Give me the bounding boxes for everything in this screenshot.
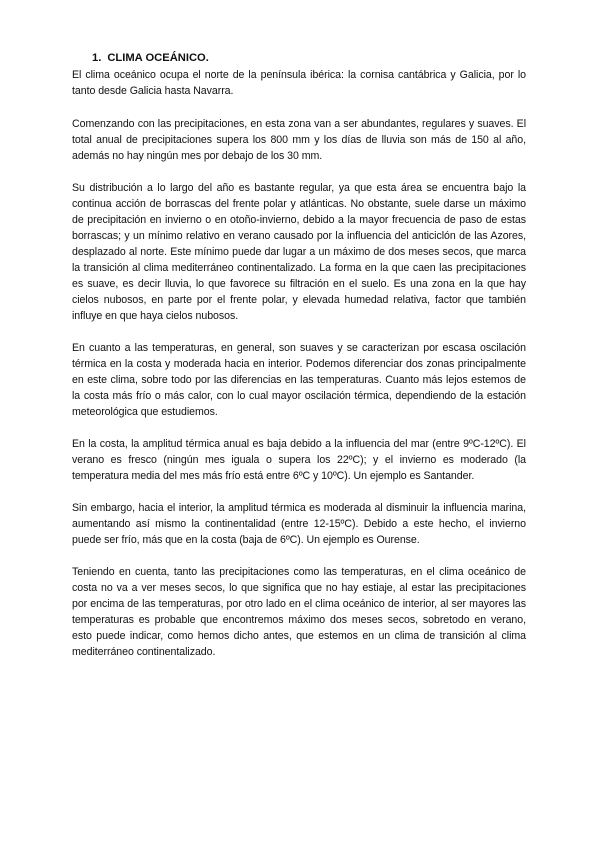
section-title: CLIMA OCEÁNICO. (107, 52, 209, 64)
document-body (72, 50, 526, 676)
paragraph-interior: Sin embargo, hacia el interior, la amplitud térmica es moderada al disminuir la influencia marina, aumentando así mismo la continentalidad (entre 12-15ºC). Debido a este hecho, el invierno puede ser frío, más que en la costa (baja de 6ºC). Un ejemplo es Ourense. (72, 502, 526, 546)
paragraph-temperatures: En cuanto a las temperaturas, en general, son suaves y se caracterizan por escasa oscilación térmica en la costa y moderada hacia en interior. Podemos diferenciar dos zonas principalmente en este clima, sobre todo por las diferencias en las temperaturas. Cuanto más lejos estemos de la costa más frío o más calor, con lo cual mayor oscilación térmica, dependiendo de la estación meteorológica que estudiemos. (72, 342, 526, 418)
paragraph-intro: El clima oceánico ocupa el norte de la península ibérica: la cornisa cantábrica y Galicia, por lo tanto desde Galicia hasta Navarra. (72, 69, 526, 97)
paragraph-conclusion: Teniendo en cuenta, tanto las precipitaciones como las temperaturas, en el clima oceánico de costa no va a ver meses secos, lo que significa que no hay estiaje, al estar las precipitaciones por encima de las temperaturas, por otro lado en el clima oceánico de interior, al ser mayores las temperaturas es probable que encontremos máximo dos meses secos, sobretodo en verano, esto puede indicar, como hemos dicho antes, que estemos en un clima de transición al clima mediterráneo continentalizado. (72, 566, 526, 658)
paragraph-coast: En la costa, la amplitud térmica anual es baja debido a la influencia del mar (entre 9ºC-12ºC). El verano es fresco (ningún mes iguala o supera los 22ºC); y el invierno es moderado (la temperatura media del mes más frío está entre 6ºC y 10ºC). Un ejemplo es Santander. (72, 438, 526, 482)
paragraph-distribution: Su distribución a lo largo del año es bastante regular, ya que esta área se encuentra bajo la continua acción de borrascas del frente polar y atlánticas. No obstante, suele darse un máximo de precipitación en invierno o en otoño-invierno, debido a la mayor frecuencia de paso de estas borrascas; y un mínimo relativo en verano causado por la influencia del anticiclón de las Azores, desplazado al norte. Este mínimo puede dar lugar a un máximo de dos meses secos, que marca la transición al clima mediterráneo continentalizado. La forma en la que caen las precipitaciones es suave, es decir lluvia, lo que favorece su filtración en el suelo. Es una zona en la que hay cielos nubosos, en parte por el frente polar, y elevada humedad relativa, factor que también influye en que haya cielos nubosos. (72, 182, 526, 322)
section-heading (92, 50, 526, 66)
section-number: 1. (92, 52, 102, 64)
paragraph-precipitation: Comenzando con las precipitaciones, en esta zona van a ser abundantes, regulares y suaves. El total anual de precipitaciones supera los 800 mm y los días de lluvia son más de 150 al año, además no hay ningún mes por debajo de los 30 mm. (72, 118, 526, 162)
